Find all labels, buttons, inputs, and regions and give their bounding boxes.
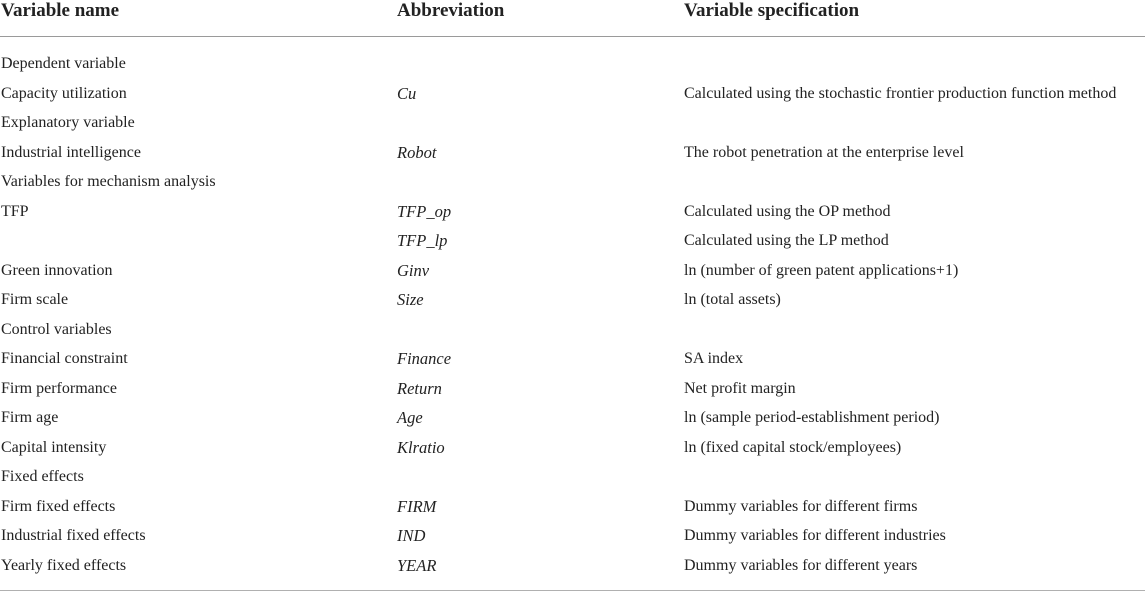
cell-variable-name: Capacity utilization [1, 84, 127, 102]
cell-variable-name: Explanatory variable [1, 114, 135, 131]
table-row [0, 231, 1145, 261]
table-row [0, 467, 1145, 497]
cell-abbreviation: Ginv [397, 260, 430, 280]
table-row [0, 84, 1145, 114]
cell-specification: ln (total assets) [684, 291, 781, 308]
cell-specification: Dummy variables for different years [684, 556, 918, 574]
cell-specification: Calculated using the stochastic frontier production function method [684, 84, 1117, 102]
table-row [0, 143, 1145, 173]
table-row [0, 113, 1145, 143]
cell-variable-name: Industrial fixed effects [1, 527, 146, 544]
table-row [0, 202, 1145, 232]
cell-abbreviation: Size [397, 290, 424, 309]
cell-abbreviation: IND [397, 526, 426, 545]
cell-variable-name: Fixed effects [1, 468, 84, 485]
cell-abbreviation: Klratio [397, 437, 445, 457]
table-row [0, 172, 1145, 202]
cell-specification: Dummy variables for different firms [684, 497, 918, 515]
header-variable-specification: Variable specification [684, 0, 860, 21]
cell-variable-name: Industrial intelligence [1, 143, 141, 161]
table-row [0, 261, 1145, 291]
cell-abbreviation: Return [397, 378, 442, 398]
cell-abbreviation: Age [397, 408, 423, 427]
cell-variable-name: TFP [1, 202, 29, 220]
cell-abbreviation: TFP_op [397, 201, 452, 221]
cell-specification: The robot penetration at the enterprise level [684, 143, 964, 161]
cell-variable-name: Control variables [1, 320, 112, 338]
table-row [0, 556, 1145, 586]
table-header [0, 0, 1145, 37]
cell-specification: ln (sample period-establishment period) [684, 409, 940, 426]
cell-abbreviation: Finance [397, 349, 452, 368]
cell-abbreviation: TFP_lp [397, 231, 448, 250]
table-row [0, 54, 1145, 84]
table-row [0, 526, 1145, 556]
cell-variable-name: Yearly fixed effects [1, 556, 127, 574]
table-row [0, 349, 1145, 379]
cell-abbreviation: YEAR [397, 555, 437, 575]
cell-specification: Dummy variables for different industries [684, 527, 946, 544]
cell-variable-name: Firm performance [1, 379, 117, 397]
cell-specification: Calculated using the LP method [684, 232, 889, 249]
cell-variable-name: Firm fixed effects [1, 497, 116, 515]
cell-specification: ln (number of green patent applications+1) [684, 261, 959, 279]
header-abbreviation: Abbreviation [397, 0, 505, 21]
cell-variable-name: Capital intensity [1, 438, 107, 456]
table-row [0, 320, 1145, 350]
cell-abbreviation: Cu [397, 83, 417, 103]
cell-specification: SA index [684, 350, 744, 367]
cell-specification: ln (fixed capital stock/employees) [684, 438, 902, 456]
header-variable-name: Variable name [1, 0, 120, 21]
cell-specification: Net profit margin [684, 379, 796, 397]
cell-variable-name: Firm scale [1, 291, 69, 308]
cell-variable-name: Dependent variable [1, 55, 126, 72]
cell-variable-name: Financial constraint [1, 350, 128, 367]
table-row [0, 290, 1145, 320]
cell-variable-name: Firm age [1, 409, 59, 426]
cell-abbreviation: Robot [397, 142, 437, 162]
table-row [0, 408, 1145, 438]
table-row [0, 497, 1145, 527]
cell-variable-name: Green innovation [1, 261, 113, 279]
cell-variable-name: Variables for mechanism analysis [1, 173, 216, 190]
table-row [0, 379, 1145, 409]
table-row [0, 438, 1145, 468]
cell-abbreviation: FIRM [397, 496, 437, 516]
table-bottom-rule [0, 590, 1145, 591]
cell-specification: Calculated using the OP method [684, 202, 891, 220]
